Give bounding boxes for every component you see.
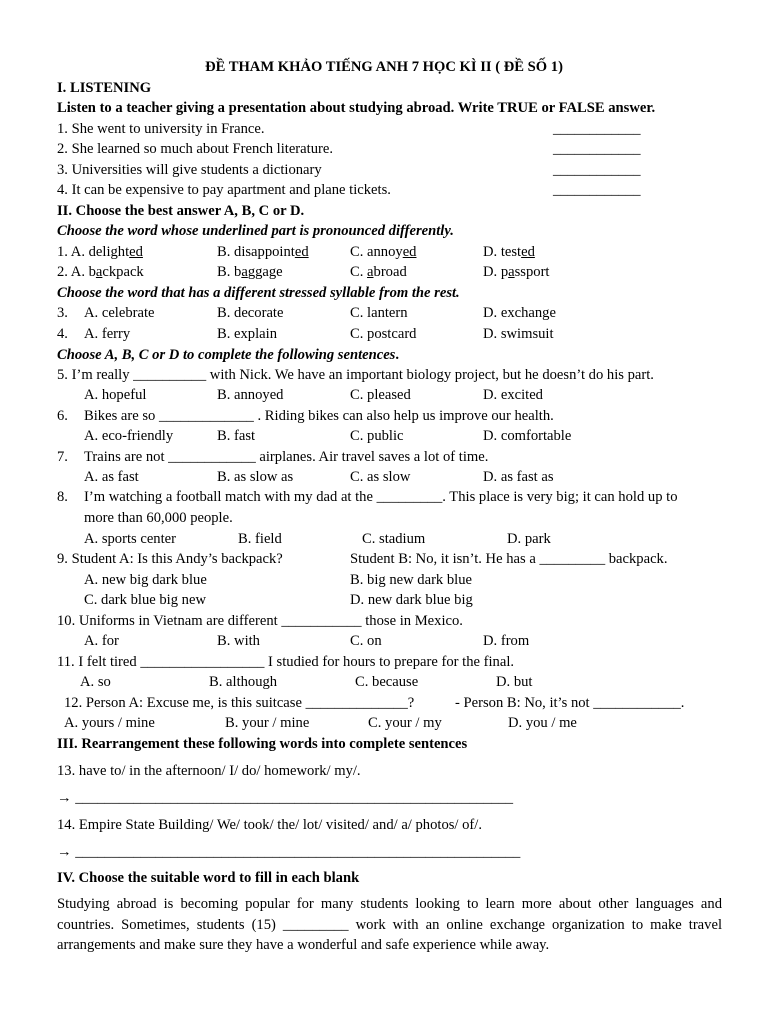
listening-item-4: 4. It can be expensive to pay apartment and plane tickets.: [57, 182, 391, 198]
listening-instruction: Listen to a teacher giving a presentation about studying abroad. Write TRUE or FALSE answer.: [57, 100, 656, 116]
question-2-option-c[interactable]: C. abroad: [350, 264, 407, 280]
question-8-text: I’m watching a football match with my dad at the _________. This place is very big; it can hold up to: [84, 489, 678, 505]
section-listening-heading: I. LISTENING: [57, 80, 152, 96]
question-3-option-b[interactable]: B. decorate: [217, 305, 284, 321]
question-13-answer-line[interactable]: → ____________________________________________________________: [57, 790, 514, 806]
question-9-option-a[interactable]: A. new big dark blue: [84, 572, 207, 588]
question-1-option-c[interactable]: C. annoyed: [350, 244, 417, 260]
question-2-option-a[interactable]: 2. A. backpack: [57, 264, 144, 280]
question-12-text-b: - Person B: No, it’s not ____________.: [455, 695, 685, 711]
question-5-text: 5. I’m really __________ with Nick. We have an important biology project, but he doesn’t do his part.: [57, 367, 654, 383]
question-12-option-d[interactable]: D. you / me: [508, 715, 577, 731]
question-4-option-a[interactable]: A. ferry: [84, 326, 131, 342]
question-7-option-b[interactable]: B. as slow as: [217, 469, 294, 485]
question-5-option-d[interactable]: D. excited: [483, 387, 543, 403]
question-4-number: 4.: [57, 326, 68, 342]
listening-item-2: 2. She learned so much about French literature.: [57, 141, 333, 157]
question-4-option-c[interactable]: C. postcard: [350, 326, 417, 342]
question-9-option-c[interactable]: C. dark blue big new: [84, 592, 206, 608]
question-8-option-d[interactable]: D. park: [507, 531, 551, 547]
question-11-option-b[interactable]: B. although: [209, 674, 278, 690]
question-7-number: 7.: [57, 449, 68, 465]
question-6-option-c[interactable]: C. public: [350, 428, 404, 444]
question-1-option-a[interactable]: 1. A. delighted: [57, 244, 143, 260]
question-13-text: 13. have to/ in the afternoon/ I/ do/ homework/ my/.: [57, 763, 361, 779]
question-7-option-d[interactable]: D. as fast as: [483, 469, 554, 485]
answer-blank-3[interactable]: ____________: [553, 162, 641, 178]
question-9-text-b: Student B: No, it isn’t. He has a _________ backpack.: [350, 551, 668, 567]
question-3-number: 3.: [57, 305, 68, 321]
question-2-option-d[interactable]: D. passport: [483, 264, 550, 280]
question-10-option-d[interactable]: D. from: [483, 633, 530, 649]
pronunciation-instruction: Choose the word whose underlined part is pronounced differently.: [57, 223, 454, 239]
question-9-option-d[interactable]: D. new dark blue big: [350, 592, 473, 608]
question-8-text-cont: more than 60,000 people.: [84, 510, 233, 526]
question-10-text: 10. Uniforms in Vietnam are different ___________ those in Mexico.: [57, 613, 463, 629]
question-6-number: 6.: [57, 408, 68, 424]
question-11-option-d[interactable]: D. but: [496, 674, 533, 690]
question-3-option-d[interactable]: D. exchange: [483, 305, 556, 321]
question-12-text: 12. Person A: Excuse me, is this suitcase ______________?: [64, 695, 415, 711]
question-5-option-c[interactable]: C. pleased: [350, 387, 411, 403]
question-14-answer-line[interactable]: → _____________________________________________________________: [57, 844, 521, 860]
question-8-option-a[interactable]: A. sports center: [84, 531, 176, 547]
answer-blank-2[interactable]: ____________: [553, 141, 641, 157]
question-11-option-c[interactable]: C. because: [355, 674, 419, 690]
question-3-option-a[interactable]: A. celebrate: [84, 305, 155, 321]
question-6-text: Bikes are so _____________ . Riding bikes can also help us improve our health.: [84, 408, 554, 424]
question-1-option-b[interactable]: B. disappointed: [217, 244, 309, 260]
question-8-number: 8.: [57, 489, 68, 505]
question-4-option-b[interactable]: B. explain: [217, 326, 277, 342]
sentence-instruction: Choose A, B, C or D to complete the following sentences.: [57, 347, 400, 363]
question-8-option-b[interactable]: B. field: [238, 531, 282, 547]
question-6-option-b[interactable]: B. fast: [217, 428, 256, 444]
question-12-option-a[interactable]: A. yours / mine: [64, 715, 155, 731]
question-4-option-d[interactable]: D. swimsuit: [483, 326, 554, 342]
question-2-option-b[interactable]: B. baggage: [217, 264, 283, 280]
question-9-option-b[interactable]: B. big new dark blue: [350, 572, 472, 588]
question-14-text: 14. Empire State Building/ We/ took/ the/ lot/ visited/ and/ a/ photos/ of/.: [57, 817, 482, 833]
section-fill-heading: IV. Choose the suitable word to fill in each blank: [57, 870, 360, 886]
question-10-option-b[interactable]: B. with: [217, 633, 260, 649]
question-5-option-b[interactable]: B. annoyed: [217, 387, 284, 403]
stress-instruction: Choose the word that has a different stressed syllable from the rest.: [57, 285, 460, 301]
question-12-option-c[interactable]: C. your / my: [368, 715, 442, 731]
question-5-option-a[interactable]: A. hopeful: [84, 387, 147, 403]
section-rearrange-heading: III. Rearrangement these following words into complete sentences: [57, 736, 468, 752]
reading-paragraph: Studying abroad is becoming popular for many students looking to learn more about other languages and countries. Sometimes, students (15) _________ work with an online exchange organization to make travel arrangements and make sure they have a wonderful and safe experience while away.: [57, 896, 722, 953]
question-12-option-b[interactable]: B. your / mine: [225, 715, 310, 731]
question-3-option-c[interactable]: C. lantern: [350, 305, 408, 321]
answer-blank-4[interactable]: ____________: [553, 182, 641, 198]
question-6-option-a[interactable]: A. eco-friendly: [84, 428, 174, 444]
listening-item-1: 1. She went to university in France.: [57, 121, 265, 137]
question-10-option-a[interactable]: A. for: [84, 633, 119, 649]
question-6-option-d[interactable]: D. comfortable: [483, 428, 572, 444]
listening-item-3: 3. Universities will give students a dictionary: [57, 162, 322, 178]
question-10-option-c[interactable]: C. on: [350, 633, 382, 649]
question-7-option-a[interactable]: A. as fast: [84, 469, 139, 485]
page-title: ĐỀ THAM KHẢO TIẾNG ANH 7 HỌC KÌ II ( ĐỀ SỐ 1): [205, 59, 563, 75]
question-7-option-c[interactable]: C. as slow: [350, 469, 411, 485]
question-11-text: 11. I felt tired _________________ I studied for hours to prepare for the final.: [57, 654, 515, 670]
question-1-option-d[interactable]: D. tested: [483, 244, 535, 260]
answer-blank-1[interactable]: ____________: [553, 121, 641, 137]
question-8-option-c[interactable]: C. stadium: [362, 531, 426, 547]
question-11-option-a[interactable]: A. so: [80, 674, 111, 690]
section-choose-heading: II. Choose the best answer A, B, C or D.: [57, 203, 305, 219]
question-9-text: 9. Student A: Is this Andy’s backpack?: [57, 551, 283, 567]
question-7-text: Trains are not ____________ airplanes. Air travel saves a lot of time.: [84, 449, 489, 465]
